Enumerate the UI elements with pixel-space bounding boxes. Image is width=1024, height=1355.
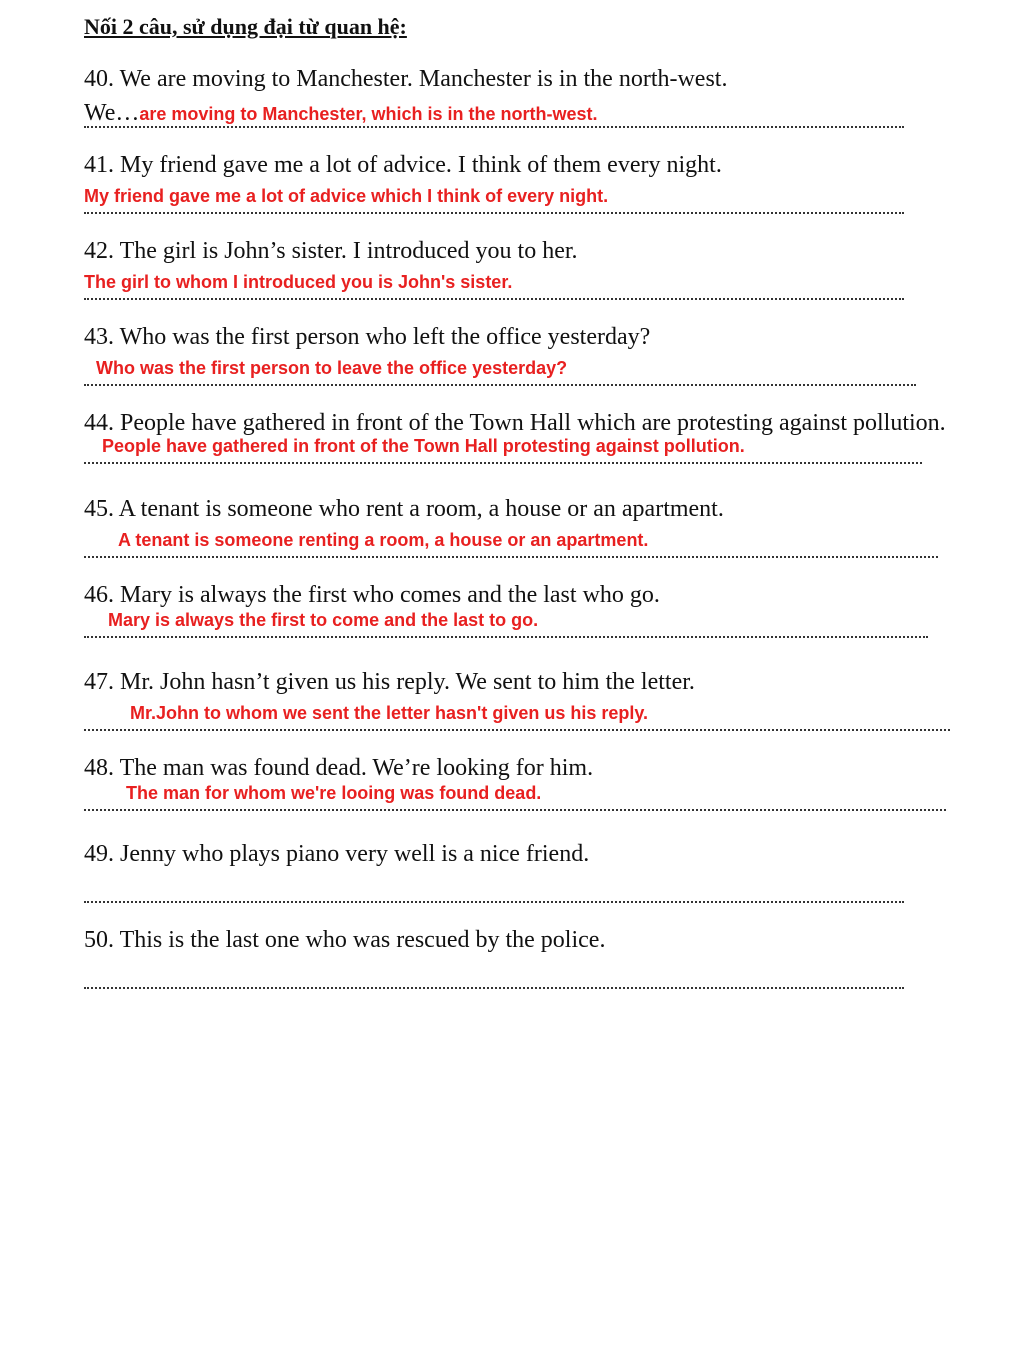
answer-line: [84, 272, 904, 306]
answer-lead: We…: [84, 100, 140, 126]
dotted-line: [84, 729, 950, 731]
question-text: 49. Jenny who plays piano very well is a nice friend.: [84, 841, 590, 867]
question-item: [84, 494, 1014, 574]
answer-line: [84, 100, 904, 134]
question-text: 50. This is the last one who was rescued by the police.: [84, 927, 606, 953]
answer-line: [84, 610, 928, 644]
answer-text: [84, 961, 86, 981]
dotted-line: [84, 556, 938, 558]
answer-line: [84, 186, 904, 220]
dotted-line: [84, 126, 904, 128]
worksheet-title: Nối 2 câu, sử dụng đại từ quan hệ:: [84, 14, 407, 39]
dotted-line: [84, 384, 916, 386]
answer-text: Mary is always the first to come and the last to go.: [108, 610, 539, 630]
question-item: [84, 64, 1014, 144]
dotted-line: [84, 462, 922, 464]
question-item: [84, 322, 1014, 402]
answer-text: [84, 875, 86, 895]
answer-line: [84, 875, 904, 909]
question-item: [84, 580, 1014, 660]
answer-text: Who was the first person to leave the office yesterday?: [96, 358, 568, 378]
question-text: 40. We are moving to Manchester. Manchester is in the north-west.: [84, 66, 728, 92]
question-text: 41. My friend gave me a lot of advice. I think of them every night.: [84, 152, 722, 178]
question-text: 48. The man was found dead. We’re looking for him.: [84, 755, 594, 781]
question-item: [84, 408, 1014, 488]
answer-line: [84, 703, 950, 737]
dotted-line: [84, 901, 904, 903]
question-text: 44. People have gathered in front of the Town Hall which are protesting against pollution.: [84, 410, 946, 436]
question-text: 46. Mary is always the first who comes and the last who go.: [84, 582, 660, 608]
dotted-line: [84, 212, 904, 214]
answer-text: are moving to Manchester, which is in the north-west.: [139, 104, 598, 124]
answer-text: The girl to whom I introduced you is John's sister.: [84, 272, 513, 292]
answer-line: [84, 436, 922, 470]
dotted-line: [84, 298, 904, 300]
question-text: 43. Who was the first person who left the office yesterday?: [84, 324, 651, 350]
question-item: [84, 839, 1014, 919]
question-item: [84, 753, 1014, 833]
answer-text: My friend gave me a lot of advice which I think of every night.: [84, 186, 609, 206]
question-item: [84, 925, 1014, 1005]
question-item: [84, 667, 1014, 747]
answer-line: [84, 961, 904, 995]
dotted-line: [84, 987, 904, 989]
answer-line: [84, 358, 916, 392]
answer-text: Mr.John to whom we sent the letter hasn't given us his reply.: [130, 703, 649, 723]
question-text: 42. The girl is John’s sister. I introduced you to her.: [84, 238, 578, 264]
dotted-line: [84, 636, 928, 638]
dotted-line: [84, 809, 946, 811]
question-text: 45. A tenant is someone who rent a room, a house or an apartment.: [84, 496, 724, 522]
answer-text: The man for whom we're looing was found dead.: [126, 783, 542, 803]
question-text: 47. Mr. John hasn’t given us his reply. We sent to him the letter.: [84, 669, 695, 695]
question-item: [84, 150, 1014, 230]
answer-line: [84, 530, 938, 564]
question-item: [84, 236, 1014, 316]
answer-text: People have gathered in front of the Town Hall protesting against pollution.: [102, 436, 745, 456]
answer-line: [84, 783, 946, 817]
answer-text: A tenant is someone renting a room, a house or an apartment.: [118, 530, 649, 550]
